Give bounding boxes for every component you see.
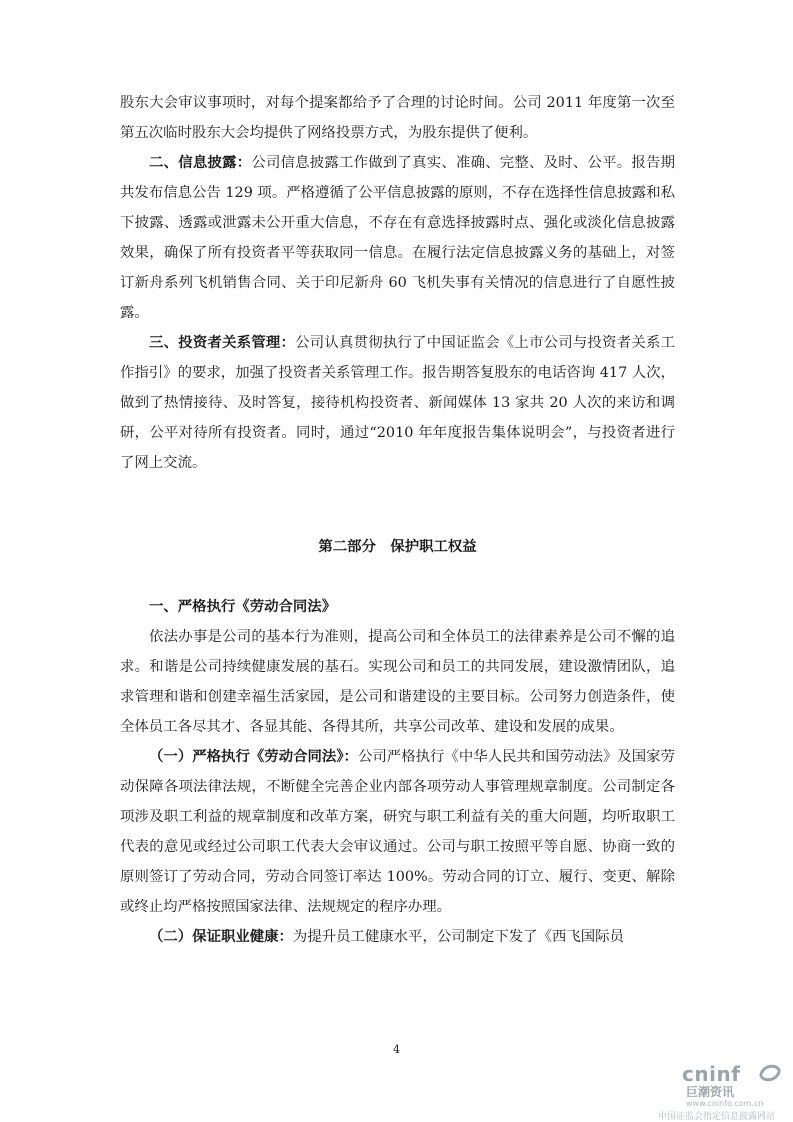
text-block-1: [120, 88, 675, 478]
text-block-2: [120, 592, 675, 952]
paragraph-shareholders-meeting: 股东大会审议事项时，对每个提案都给予了合理的讨论时间。公司 2011 年度第一次至第五次临时股东大会均提供了网络投票方式，为股东提供了便利。: [120, 95, 675, 141]
heading-labor-contract: （一）严格执行《劳动合同法》：: [149, 748, 358, 765]
heading-information-disclosure: 二、信息披露：: [149, 154, 252, 171]
body-labor-contract: 公司严格执行《中华人民共和国劳动法》及国家劳动保障各项法律法规，不断健全完善企业内部各项劳动人事管理规章制度。公司制定各项涉及职工利益的规章制度和改革方案，研究与职工利益有关的重大问题，均听取职工代表的意见或经过公司职工代表大会审议通过。公司与职工按照平等自愿、协商一致的原则签订了劳动合同，劳动合同签订率达 100%。劳动合同的订立、履行、变更、解除或终止均严格按照国家法律、法规规定的程序办理。: [120, 749, 675, 915]
paragraph-legal-compliance: 依法办事是公司的基本行为准则，提高公司和全体员工的法律素养是公司不懈的追求。和谐是公司持续健康发展的基石。实现公司和员工的共同发展，建设激情团队，追求管理和谐和创建幸福生活家园，是公司和谐建设的主要目标。公司努力创造条件，使全体员工各尽其才、各显其能、各得其所，共享公司改革、建设和发展的成果。: [120, 629, 675, 735]
page-number: 4: [393, 1043, 400, 1056]
cninfo-watermark: [652, 1062, 792, 1120]
heading-investor-relations: 三、投资者关系管理：: [149, 334, 296, 351]
watermark-caption: 中国证监会指定信息披露网站: [658, 1112, 776, 1122]
heading-occupational-health: （二）保证职业健康：: [149, 928, 293, 945]
paragraph-occupational-health: [120, 922, 675, 952]
section-heading-labor-contract-law: 一、严格执行《劳动合同法》: [149, 598, 337, 615]
part-title: 第二部分 保护职工权益: [318, 538, 477, 555]
paragraph-information-disclosure: [120, 148, 675, 328]
paragraph-investor-relations: [120, 328, 675, 478]
watermark-url: www.cninfo.com.cn: [686, 1099, 764, 1108]
body-occupational-health: 为提升员工健康水平，公司制定下发了《西飞国际员: [292, 929, 624, 945]
watermark-logo-text: cninf: [682, 1062, 741, 1086]
watermark-chinese-name: 巨潮资讯: [686, 1085, 735, 1099]
swirl-logo-icon: [758, 1062, 782, 1084]
body-investor-relations: 公司认真贯彻执行了中国证监会《上市公司与投资者关系工作指引》的要求，加强了投资者关系管理工作。报告期答复股东的电话咨询 417 人次，做到了热情接待、及时答复，接待机构投资者、新闻媒体 13 家共 20 人次的来访和调研，公平对待所有投资者。同时，通过“2010 年年度报告集体说明会”，与投资者进行了网上交流。: [120, 335, 675, 471]
paragraph-labor-contract: [120, 742, 675, 922]
body-information-disclosure: 公司信息披露工作做到了真实、准确、完整、及时、公平。报告期共发布信息公告 129 项。严格遵循了公平信息披露的原则，不存在选择性信息披露和私下披露、透露或泄露未公开重大信息，不存在有意选择披露时点、强化或淡化信息披露效果，确保了所有投资者平等获取同一信息。在履行法定信息披露义务的基础上，对签订新舟系列飞机销售合同、关于印尼新舟 60 飞机失事有关情况的信息进行了自愿性披露。: [120, 155, 675, 321]
